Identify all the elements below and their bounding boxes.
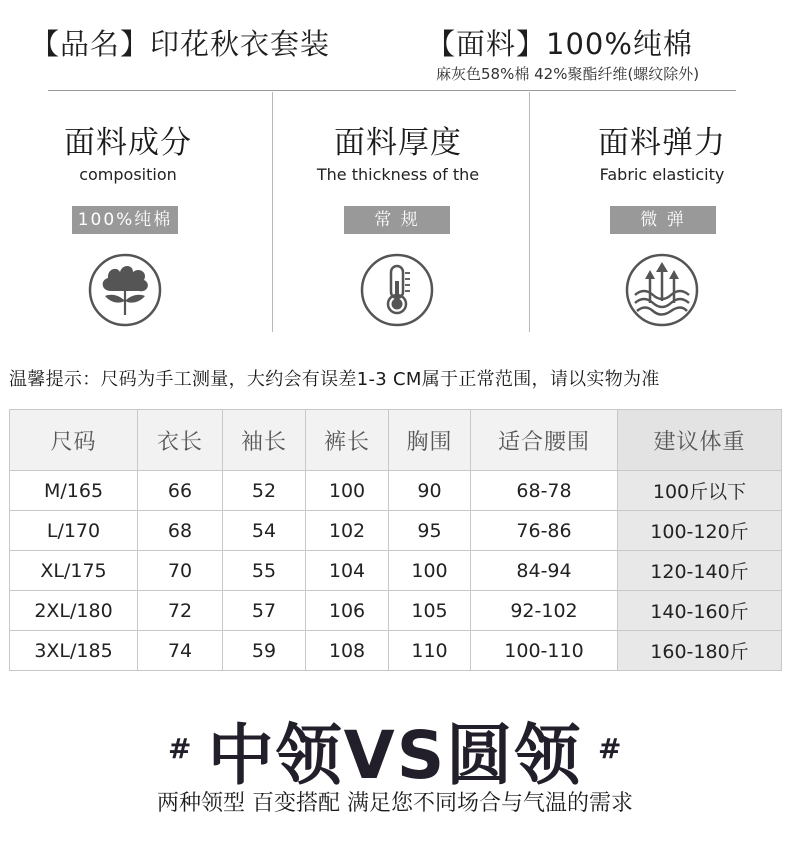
table-cell: 68	[138, 511, 223, 551]
table-cell: 106	[306, 591, 389, 631]
table-cell: 95	[389, 511, 471, 551]
column-header: 适合腰围	[471, 410, 618, 471]
feature-subtitle: composition	[79, 165, 177, 184]
table-cell: 57	[223, 591, 306, 631]
column-header: 袖长	[223, 410, 306, 471]
feature-composition	[0, 95, 256, 335]
feature-badge: 100%纯棉	[72, 206, 178, 234]
size-table	[9, 409, 782, 671]
measurement-note: 温馨提示：尺码为手工测量，大约会有误差1-3 CM属于正常范围，请以实物为准	[9, 369, 660, 390]
stretch-arrows-icon	[625, 253, 699, 327]
table-row	[10, 511, 782, 551]
feature-thickness	[270, 95, 526, 335]
table-row	[10, 471, 782, 511]
weight-cell: 140-160斤	[618, 591, 782, 631]
size-cell: M/165	[10, 471, 138, 511]
feature-subtitle: Fabric elasticity	[599, 165, 725, 184]
table-row	[10, 551, 782, 591]
feature-badge: 常 规	[344, 206, 450, 234]
table-cell: 100-110	[471, 631, 618, 671]
hash-left: #	[168, 732, 192, 765]
table-cell: 70	[138, 551, 223, 591]
fabric-note: 麻灰色58%棉 42%聚酯纤维(螺纹除外)	[436, 65, 700, 83]
weight-cell: 120-140斤	[618, 551, 782, 591]
table-cell: 92-102	[471, 591, 618, 631]
collar-tagline: 两种领型 百变搭配 满足您不同场合与气温的需求	[157, 791, 633, 816]
feature-elasticity	[534, 95, 790, 335]
feature-title: 面料厚度	[334, 125, 462, 161]
table-cell: 102	[306, 511, 389, 551]
table-cell: 52	[223, 471, 306, 511]
table-cell: 84-94	[471, 551, 618, 591]
table-header-row	[10, 410, 782, 471]
table-cell: 105	[389, 591, 471, 631]
column-header: 尺码	[10, 410, 138, 471]
table-cell: 59	[223, 631, 306, 671]
table-cell: 108	[306, 631, 389, 671]
feature-title: 面料成分	[64, 125, 192, 161]
feature-subtitle: The thickness of the	[316, 165, 480, 184]
thermometer-icon	[360, 253, 434, 327]
size-cell: 2XL/180	[10, 591, 138, 631]
feature-divider	[529, 92, 530, 332]
table-cell: 100	[389, 551, 471, 591]
size-cell: 3XL/185	[10, 631, 138, 671]
table-row	[10, 631, 782, 671]
column-header: 建议体重	[618, 410, 782, 471]
column-header: 裤长	[306, 410, 389, 471]
hash-right: #	[598, 732, 622, 765]
size-cell: XL/175	[10, 551, 138, 591]
weight-cell: 160-180斤	[618, 631, 782, 671]
table-cell: 100	[306, 471, 389, 511]
header-divider	[48, 90, 736, 91]
weight-cell: 100-120斤	[618, 511, 782, 551]
collar-headline: 中领VS圆领	[207, 717, 583, 794]
table-cell: 110	[389, 631, 471, 671]
table-cell: 74	[138, 631, 223, 671]
feature-title: 面料弹力	[598, 125, 726, 161]
product-name: 【品名】印花秋衣套装	[30, 27, 331, 61]
cotton-flower-icon	[88, 253, 162, 327]
table-cell: 72	[138, 591, 223, 631]
column-header: 胸围	[389, 410, 471, 471]
fabric-label: 【面料】100%纯棉	[426, 27, 693, 61]
table-cell: 90	[389, 471, 471, 511]
table-cell: 66	[138, 471, 223, 511]
size-cell: L/170	[10, 511, 138, 551]
column-header: 衣长	[138, 410, 223, 471]
feature-badge: 微 弹	[610, 206, 716, 234]
table-cell: 55	[223, 551, 306, 591]
table-cell: 104	[306, 551, 389, 591]
table-cell: 54	[223, 511, 306, 551]
table-row	[10, 591, 782, 631]
weight-cell: 100斤以下	[618, 471, 782, 511]
table-cell: 76-86	[471, 511, 618, 551]
table-cell: 68-78	[471, 471, 618, 511]
